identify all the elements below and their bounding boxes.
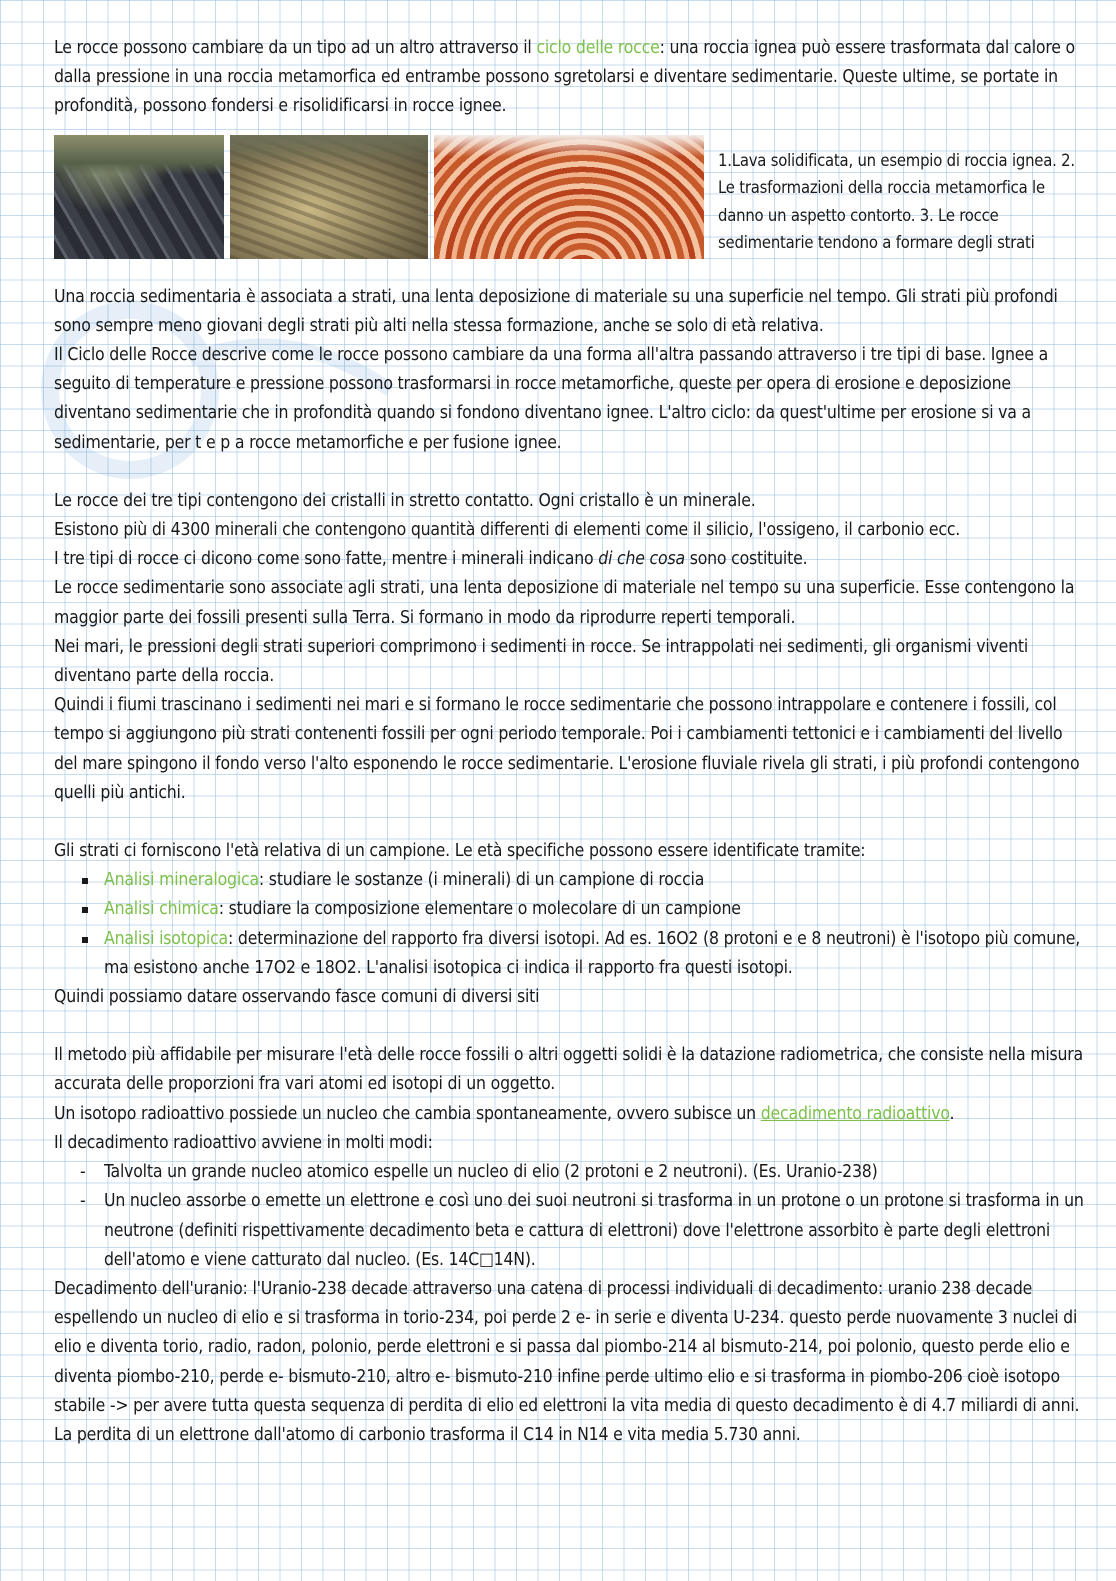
analysis-list xyxy=(54,866,1084,983)
dating-intro: Gli strati ci forniscono l'età relativa di un campione. Le età specifiche possono essere identificate tramite: xyxy=(54,841,866,862)
rivers-paragraph: Quindi i fiumi trascinano i sedimenti nei mari e si formano le rocce sedimentarie che possono intrappolare e contenere i fossili, col tempo si aggiungono più strati contenenti fossili per ogni periodo temporale. Poi i cambiamenti tettonici e i cambiamenti del livello del mare spingono il fondo verso l'alto esponendo le rocce sedimentarie. L'erosione fluviale rivela gli strati, i più profondi contengono quelli più antichi. xyxy=(54,695,1080,803)
metamorphic-rock-photo xyxy=(230,135,428,259)
isotope-paragraph: Un isotopo radioattivo possiede un nucleo che cambia spontaneamente, ovvero subisce un decadimento radioattivo. xyxy=(54,1103,955,1124)
chemical-analysis-link[interactable]: Analisi chimica xyxy=(104,899,219,920)
decay-modes-paragraph: Il decadimento radioattivo avviene in molti modi: xyxy=(54,1132,433,1153)
isotopic-analysis-link[interactable]: Analisi isotopica xyxy=(104,928,229,949)
decay-list xyxy=(54,1158,1084,1275)
types-paragraph: I tre tipi di rocce ci dicono come sono fatte, mentre i minerali indicano di che cosa sono costituite. xyxy=(54,549,808,570)
mineralogical-analysis-link[interactable]: Analisi mineralogica xyxy=(104,870,259,891)
figure-caption: 1.Lava solidificata, un esempio di roccia ignea. 2. Le trasformazioni della roccia metamorfica le danno un aspetto contorto. 3. Le rocce sedimentarie tendono a formare degli strati xyxy=(718,150,1075,253)
rock-cycle-paragraph: Il Ciclo delle Rocce descrive come le rocce possono cambiare da una forma all'altra passando attraverso i tre tipi di base. Ignee a seguito di temperature e pressione possono trasformarsi in rocce metamorfiche, queste per opera di erosione e deposizione diventano sedimentarie che in profondità quando si fondono diventano ignee. L'altro ciclo: da quest'ultime per erosione si va a sedimentarie, per t e p a rocce metamorfiche e per fusione ignee. xyxy=(54,345,1049,453)
dating-outro: Quindi possiamo datare osservando fasce comuni di diversi siti xyxy=(54,987,540,1008)
uranium-decay-paragraph: Decadimento dell'uranio: l'Uranio-238 decade attraverso una catena di processi individuali di decadimento: uranio 238 decade espellendo un nucleo di elio e si trasforma in torio-234, poi perde 2 e- in serie e diventa U-234. questo perde nuovamente 3 nuclei di elio e diventa torio, radio, radon, polonio, perde elettroni e si passa dal piombo-214 al bismuto-214, poi polonio, questo perde elio e diventa piombo-210, perde e- bismuto-210, altro e- bismuto-210 infine perde ultimo elio e si trasforma in piombo-206 cioè isotopo stabile -> per avere tutta questa sequenza di perdita di elio ed elettroni la vita media di questo decadimento è di 4.7 miliardi di anni. xyxy=(54,1278,1080,1416)
rock-figure xyxy=(54,135,1084,259)
list-item: - Talvolta un grande nucleo atomico espelle un nucleo di elio (2 protoni e 2 neutroni). (Es. Uranio-238) xyxy=(80,1158,1084,1187)
list-item: - Un nucleo assorbe o emette un elettrone e così uno dei suoi neutroni si trasforma in un protone o un protone si trasforma in un neutrone (definiti rispettivamente decadimento beta e cattura di elettroni) dove l'elettrone assorbito è parte degli elettroni dell'atomo e viene catturato dal nucleo. (Es. 14C□14N). xyxy=(80,1187,1084,1275)
document-page xyxy=(54,34,1084,1450)
minerals-paragraph: Esistono più di 4300 minerali che contengono quantità differenti di elementi come il silicio, l'ossigeno, il carbonio ecc. xyxy=(54,520,961,541)
list-item: Analisi chimica: studiare la composizione elementare o molecolare di un campione xyxy=(80,895,1084,924)
list-item: Analisi mineralogica: studiare le sostanze (i minerali) di un campione di roccia xyxy=(80,866,1084,895)
sedimentary-paragraph: Una roccia sedimentaria è associata a strati, una lenta deposizione di materiale su una superficie nel tempo. Gli strati più profondi sono sempre meno giovani degli strati più alti nella stessa formazione, anche se solo di età relativa. xyxy=(54,286,1058,336)
rock-cycle-link[interactable]: ciclo delle rocce xyxy=(536,38,660,58)
seas-paragraph: Nei mari, le pressioni degli strati superiori comprimono i sedimenti in rocce. Se intrappolati nei sedimenti, gli organismi viventi diventano parte della roccia. xyxy=(54,636,1029,687)
list-item: Analisi isotopica: determinazione del rapporto fra diversi isotopi. Ad es. 16O2 (8 protoni e e 8 neutroni) è l'isotopo più comune, ma esistono anche 17O2 e 18O2. L'analisi isotopica ci indica il rapporto fra questi isotopi. xyxy=(80,925,1084,983)
crystals-paragraph: Le rocce dei tre tipi contengono dei cristalli in stretto contatto. Ogni cristallo è un minerale. xyxy=(54,490,756,511)
fossils-paragraph: Le rocce sedimentarie sono associate agli strati, una lenta deposizione di materiale nel tempo su una superficie. Esse contengono la maggior parte dei fossili presenti sulla Terra. Si formano in modo da riprodurre reperti temporali. xyxy=(54,578,1075,628)
sandstone-layers-photo xyxy=(434,135,704,259)
carbon-decay-paragraph: La perdita di un elettrone dall'atomo di carbonio trasforma il C14 in N14 e vita media 5.730 anni. xyxy=(54,1424,801,1445)
basalt-columns-photo xyxy=(54,135,224,259)
radioactive-decay-link[interactable]: decadimento radioattivo xyxy=(760,1103,950,1124)
intro-paragraph: Le rocce possono cambiare da un tipo ad un altro attraverso il ciclo delle rocce: una roccia ignea può essere trasformata dal calore o dalla pressione in una roccia metamorfica ed entrambe possono sgretolarsi e diventare sedimentarie. Queste ultime, se portate in profondità, possono fondersi e risolidificarsi in rocce ignee. xyxy=(54,38,1075,117)
radiometric-paragraph: Il metodo più affidabile per misurare l'età delle rocce fossili o altri oggetti solidi è la datazione radiometrica, che consiste nella misura accurata delle proporzioni fra vari atomi ed isotopi di un oggetto. xyxy=(54,1045,1084,1095)
